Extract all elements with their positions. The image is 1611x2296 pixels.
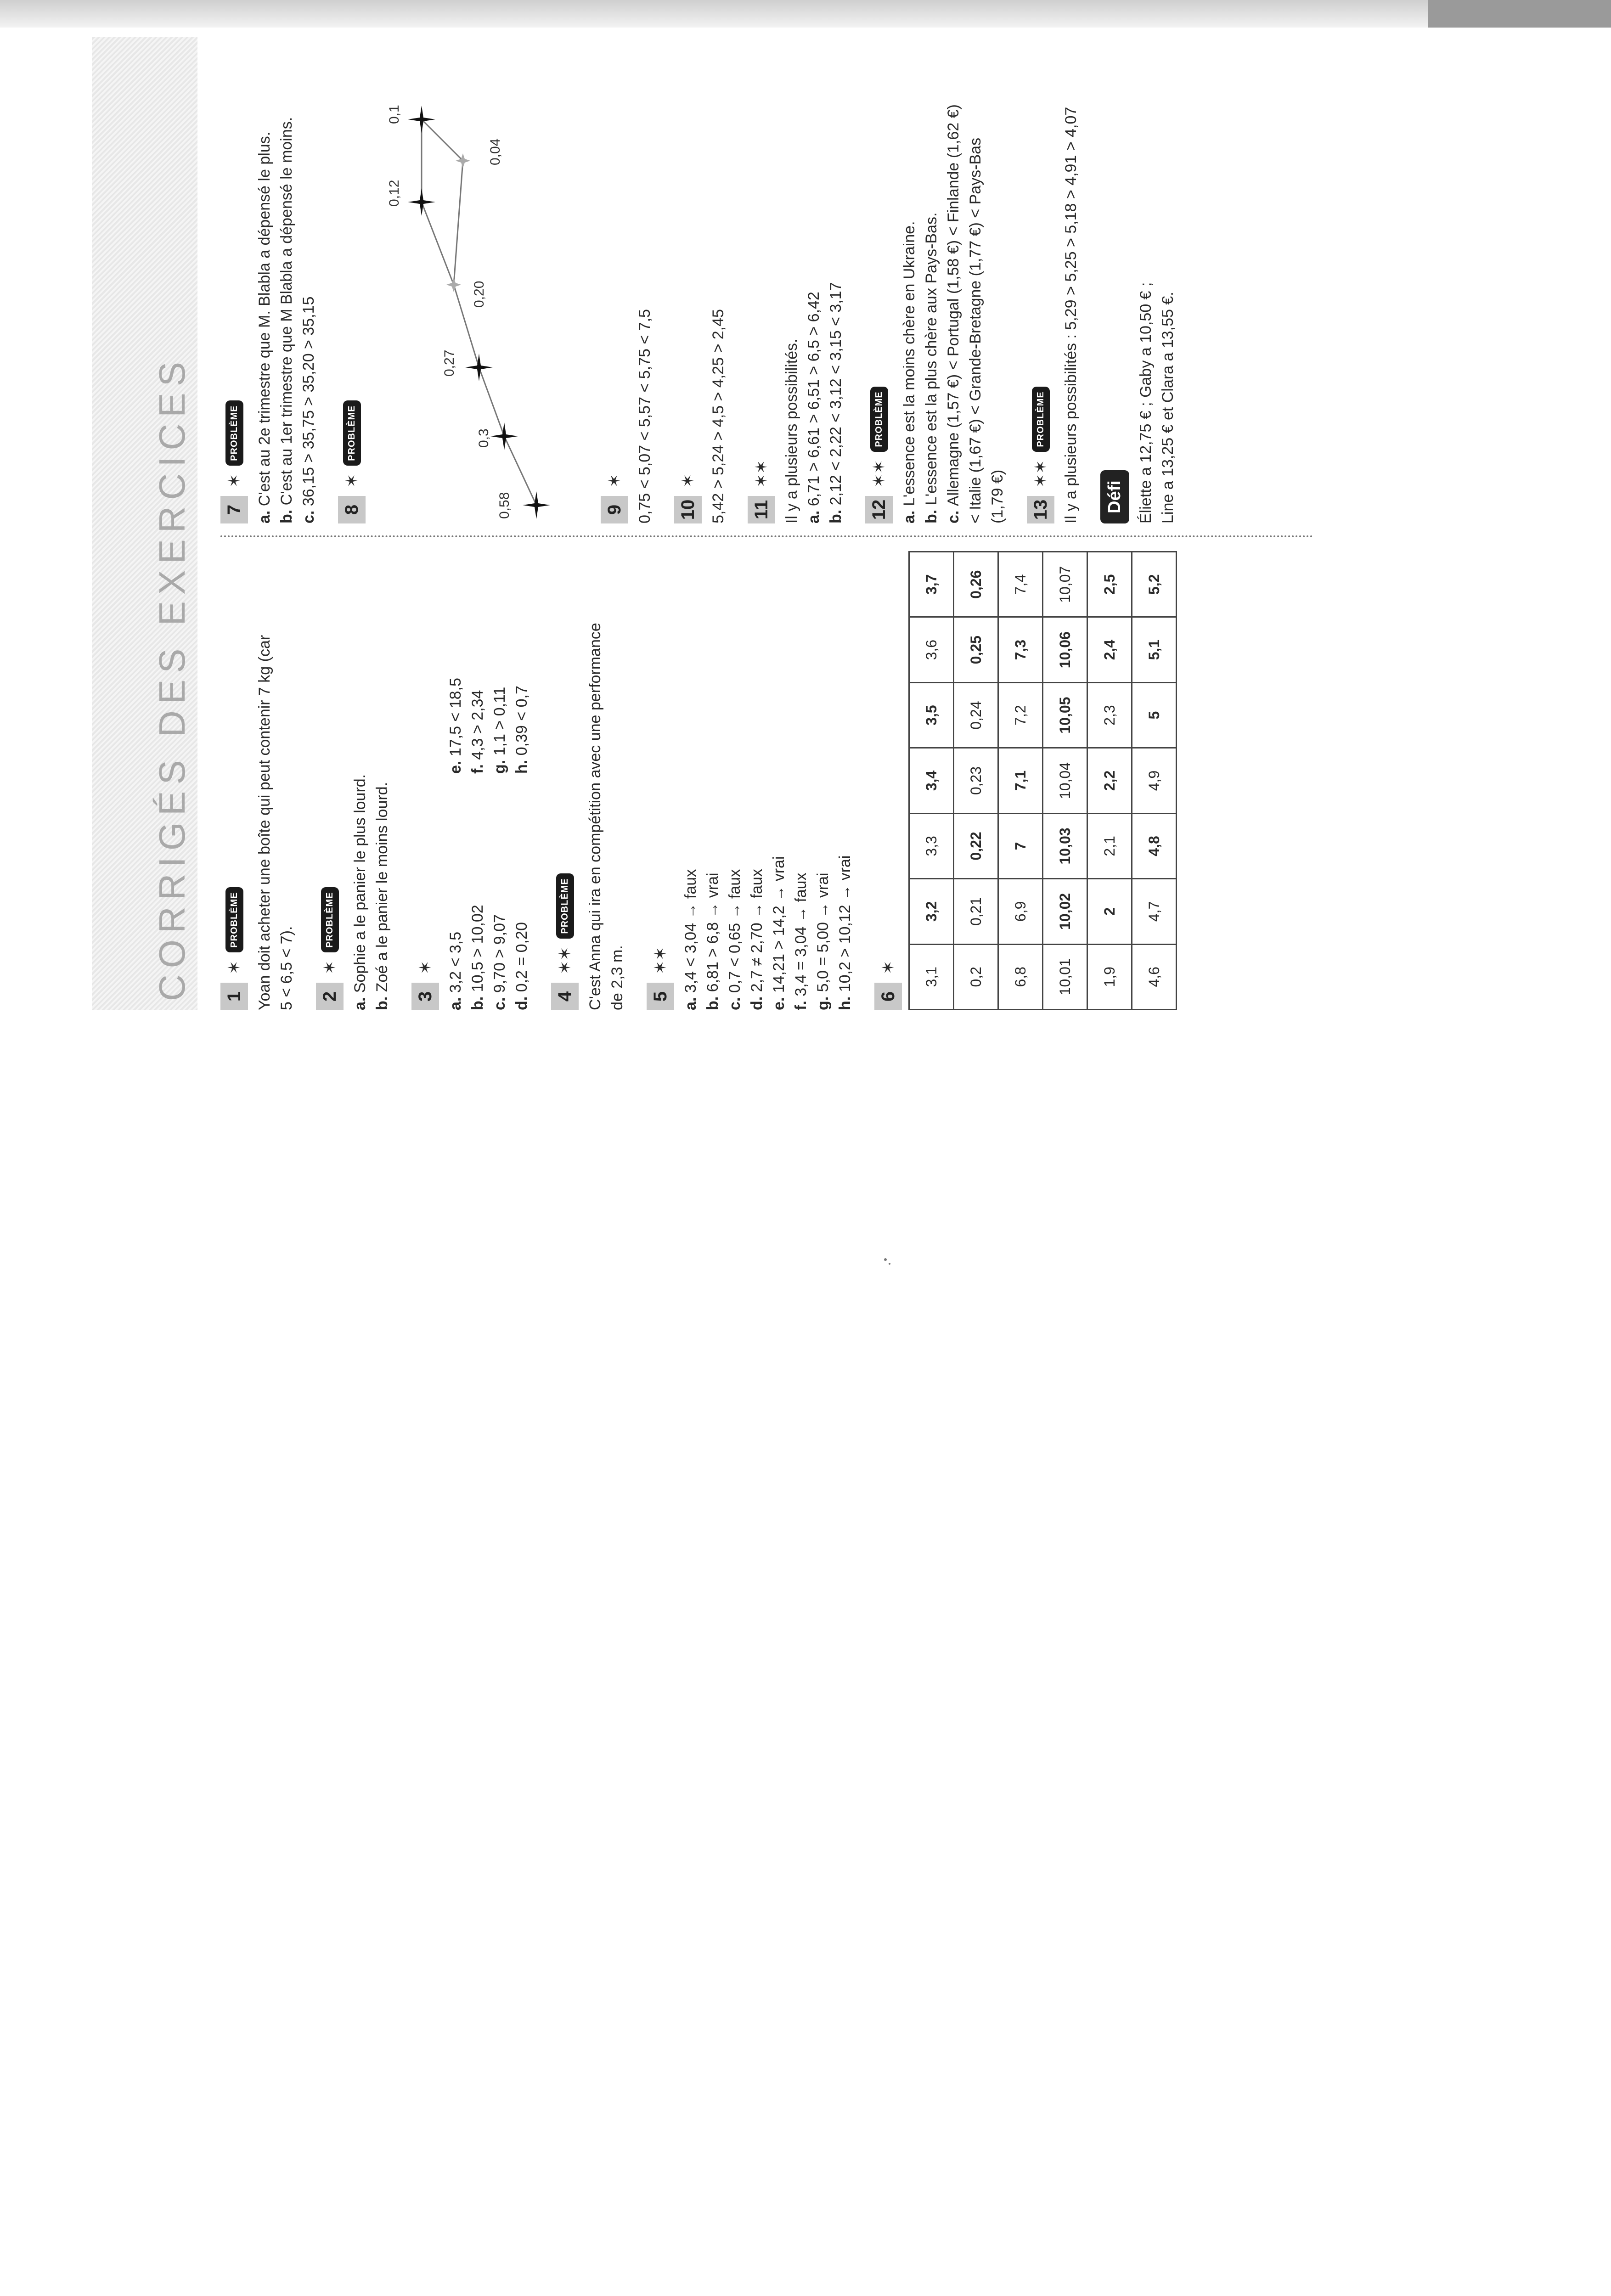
answer-text: 5 < 6,5 < 7).: [278, 926, 295, 1010]
comparison-list: [445, 546, 533, 1010]
difficulty-stars: ✶: [416, 960, 434, 974]
item-letter: g.: [814, 996, 832, 1010]
star-value-label: 0,27: [442, 349, 457, 377]
table-cell: 2: [1087, 879, 1132, 944]
list-item: [445, 783, 467, 1010]
defi-badge: Défi: [1100, 470, 1129, 523]
table-cell: 4,7: [1132, 879, 1177, 944]
answer-a: a. C'est au 2e trimestre que M. Blabla a dépensé le plus.: [256, 131, 273, 523]
answer-text: Line a 13,25 € et Clara a 13,55 €.: [1159, 292, 1177, 523]
exercise-number: 4: [551, 983, 579, 1010]
item-text: 2,7 ≠ 2,70 → faux: [748, 869, 766, 992]
exercise-number: 11: [748, 496, 775, 523]
star-icon: [490, 422, 518, 450]
true-false-list: [680, 546, 856, 1010]
answer-text: < Italie (1,67 €) < Grande-Bretagne (1,77 €) < Pays-Bas: [967, 137, 984, 523]
star-icon: [523, 491, 550, 519]
item-text: 9,70 > 9,07: [491, 914, 508, 993]
item-letter: a.: [447, 997, 464, 1010]
exercise-number: 13: [1027, 496, 1054, 523]
table-row: [1043, 552, 1087, 1010]
item-letter: b.: [704, 996, 721, 1010]
exercise-12: [865, 46, 1008, 523]
problem-tag: PROBLÈME: [343, 400, 361, 465]
difficulty-stars: ✶: [342, 473, 361, 488]
exercise-number: 3: [411, 983, 439, 1010]
answer-text: Éliette a 12,75 € ; Gaby a 10,50 € ;: [1137, 282, 1155, 523]
constellation-link: [422, 119, 463, 161]
scan-dark-corner: [1428, 0, 1611, 28]
item-letter: d.: [748, 996, 766, 1010]
answer-text: 36,15 > 35,75 > 35,20 > 35,15: [300, 296, 317, 506]
star-icon: [465, 354, 493, 381]
list-item: [702, 546, 724, 1010]
table-cell: 3,1: [909, 944, 954, 1009]
answer-c: c. Allemagne (1,57 €) < Portugal (1,58 €) < Finlande (1,62 €): [945, 104, 962, 523]
table-cell: 0,26: [954, 552, 998, 617]
item-text: 10,2 > 10,12 → vrai: [836, 855, 854, 992]
table-cell: 0,24: [954, 682, 998, 748]
exercise-number: 9: [601, 496, 628, 523]
list-item: [812, 546, 834, 1010]
item-letter: b.: [469, 996, 486, 1010]
difficulty-stars: ✶: [225, 960, 243, 974]
star-constellation-diagram: [371, 64, 582, 523]
list-item: [680, 546, 702, 1010]
table-cell: 7,3: [998, 617, 1043, 682]
table-cell: 0,21: [954, 879, 998, 944]
difficulty-stars: ✶✶: [869, 460, 888, 488]
item-letter: a.: [682, 997, 699, 1010]
list-item: [790, 546, 812, 1010]
item-text: 4,3 > 2,34: [469, 690, 486, 760]
difficulty-stars: ✶✶: [651, 946, 670, 974]
table-cell: 10,06: [1043, 617, 1087, 682]
table-cell: 3,3: [909, 813, 954, 878]
scan-speck: [884, 1258, 887, 1261]
table-cell: 0,23: [954, 748, 998, 813]
item-text: 3,4 < 3,04 → faux: [682, 869, 699, 993]
star-value-label: 0,58: [497, 492, 512, 519]
item-letter: h.: [513, 760, 530, 774]
list-item: [489, 783, 511, 1010]
difficulty-stars: ✶✶: [1031, 460, 1050, 488]
answer-text: Il y a plusieurs possibilités : 5,29 > 5,25 > 5,18 > 4,91 > 4,07: [1062, 107, 1080, 523]
table-cell: 2,5: [1087, 552, 1132, 617]
table-cell: 4,9: [1132, 748, 1177, 813]
problem-tag: PROBLÈME: [556, 873, 574, 938]
constellation-link: [422, 202, 454, 285]
problem-tag: PROBLÈME: [1032, 387, 1050, 451]
item-letter: g.: [491, 760, 508, 774]
item-letter: c.: [491, 997, 508, 1010]
exercise-10: [674, 46, 729, 523]
item-text: 0,39 < 0,7: [513, 686, 530, 756]
difficulty-stars: ✶: [678, 473, 697, 488]
table-cell: 0,25: [954, 617, 998, 682]
table-cell: 5: [1132, 682, 1177, 748]
difficulty-stars: ✶: [320, 960, 339, 974]
exercise-number: 7: [220, 496, 248, 523]
table-row: [1132, 552, 1177, 1010]
answer-text: Zoé a le panier le moins lourd.: [373, 782, 391, 992]
table-cell: 10,02: [1043, 879, 1087, 944]
table-cell: 3,4: [909, 748, 954, 813]
table-cell: 3,2: [909, 879, 954, 944]
answer-text: 6,71 > 6,61 > 6,51 > 6,5 > 6,42: [805, 292, 822, 506]
answer-a: a. Sophie a le panier le plus lourd.: [351, 774, 369, 1010]
table-cell: 7,2: [998, 682, 1043, 748]
table-cell: 6,9: [998, 879, 1043, 944]
item-text: 5,0 = 5,00 → vrai: [814, 872, 832, 992]
table-cell: 7,1: [998, 748, 1043, 813]
table-cell: 2,3: [1087, 682, 1132, 748]
answer-sheet: [92, 37, 1332, 1010]
answer-text: 2,12 < 2,22 < 3,12 < 3,15 < 3,17: [827, 282, 845, 506]
table-cell: 7: [998, 813, 1043, 878]
star-value-label: 0,1: [387, 105, 402, 124]
exercise-11: [748, 46, 847, 523]
item-letter: f.: [792, 1001, 810, 1010]
difficulty-stars: ✶: [225, 473, 243, 488]
table-cell: 10,05: [1043, 682, 1087, 748]
difficulty-stars: ✶✶: [752, 460, 771, 488]
star-value-label: 0,20: [472, 281, 487, 308]
item-text: 10,5 > 10,02: [469, 905, 486, 992]
answer-text: C'est Anna qui ira en compétition avec une performance: [586, 623, 604, 1010]
table-row: [998, 552, 1043, 1010]
star-value-label: 0,3: [476, 428, 491, 448]
right-column: [220, 46, 1197, 523]
problem-tag: PROBLÈME: [225, 887, 243, 952]
exercise-number: 8: [338, 496, 366, 523]
table-cell: 2,1: [1087, 813, 1132, 878]
answer-text: L'essence est la moins chère en Ukraine.: [901, 221, 918, 506]
defi-section: [1100, 46, 1179, 523]
table-cell: 3,6: [909, 617, 954, 682]
list-item: [724, 546, 746, 1010]
table-cell: 1,9: [1087, 944, 1132, 1009]
table-cell: 7,4: [998, 552, 1043, 617]
answer-text: Allemagne (1,57 €) < Portugal (1,58 €) < Finlande (1,62 €): [945, 104, 962, 506]
table-cell: 4,6: [1132, 944, 1177, 1009]
star-icon: [408, 188, 435, 216]
answer-text: L'essence est la plus chère aux Pays-Bas.: [923, 212, 940, 506]
item-text: 3,2 < 3,5: [447, 931, 464, 993]
constellation-link: [454, 161, 463, 285]
exercise-13: [1027, 46, 1082, 523]
exercise-6: [874, 546, 1177, 1010]
table-cell: 2,4: [1087, 617, 1132, 682]
list-item: [834, 546, 856, 1010]
table-cell: 5,2: [1132, 552, 1177, 617]
item-text: 17,5 < 18,5: [447, 678, 464, 757]
table-cell: 0,22: [954, 813, 998, 878]
answer-b: b. 2,12 < 2,22 < 3,12 < 3,15 < 3,17: [827, 282, 845, 523]
list-item: [511, 783, 533, 1010]
scan-top-edge: [0, 0, 1611, 28]
exercise-5: [647, 546, 856, 1010]
exercise-4: [551, 546, 628, 1010]
answer-text: Yoan doit acheter une boîte qui peut contenir 7 kg (car: [256, 635, 273, 1010]
list-item: [768, 546, 790, 1010]
answer-b: b. L'essence est la plus chère aux Pays-Bas.: [923, 212, 940, 523]
exercise-number: 1: [220, 983, 248, 1010]
exercise-number: 6: [874, 983, 902, 1010]
table-cell: 10,01: [1043, 944, 1087, 1009]
item-text: 0,2 = 0,20: [513, 922, 530, 992]
answer-c: c. 36,15 > 35,75 > 35,20 > 35,15: [300, 296, 317, 523]
table-cell: 0,2: [954, 944, 998, 1009]
exercise-number: 10: [674, 496, 702, 523]
item-letter: f.: [469, 764, 486, 774]
constellation-link: [479, 367, 504, 436]
answer-text: C'est au 1er trimestre que M Blabla a dépensé le moins.: [278, 117, 295, 506]
table-cell: 10,04: [1043, 748, 1087, 813]
item-letter: e.: [770, 997, 788, 1010]
exercise-number: 12: [865, 496, 893, 523]
answer-a: a. L'essence est la moins chère en Ukraine.: [901, 221, 918, 523]
page-title: CORRIGÉS DES EXERCICES: [152, 355, 192, 1001]
answer-text: (1,79 €): [989, 469, 1006, 523]
exercise-7: [220, 46, 320, 523]
star-value-label: 0,04: [488, 138, 503, 165]
table-cell: 3,5: [909, 682, 954, 748]
answer-text: C'est au 2e trimestre que M. Blabla a dépensé le plus.: [256, 131, 273, 506]
left-column: [220, 546, 1195, 1010]
answer-text: Sophie a le panier le plus lourd.: [351, 774, 369, 993]
star-value-label: 0,12: [387, 180, 402, 207]
exercise-2: [316, 546, 393, 1010]
answer-text: 0,75 < 5,07 < 5,57 < 5,75 < 7,5: [636, 309, 653, 523]
exercise-9: [601, 46, 656, 523]
problem-tag: PROBLÈME: [321, 887, 339, 952]
exercise-3: [411, 546, 533, 1010]
table-row: [954, 552, 998, 1010]
exercise-1: [220, 546, 298, 1010]
list-item: [445, 546, 467, 774]
table-cell: 10,07: [1043, 552, 1087, 617]
table-cell: 10,03: [1043, 813, 1087, 878]
item-letter: c.: [726, 997, 744, 1010]
answer-text: de 2,3 m.: [608, 945, 626, 1010]
answer-text: Il y a plusieurs possibilités.: [783, 338, 800, 523]
list-item: [511, 546, 533, 774]
exercise-8: [338, 46, 582, 523]
difficulty-stars: ✶: [605, 473, 624, 488]
table-cell: 3,7: [909, 552, 954, 617]
table-cell: 4,8: [1132, 813, 1177, 878]
table-row: [1087, 552, 1132, 1010]
item-text: 1,1 > 0,11: [491, 687, 508, 756]
table-cell: 6,8: [998, 944, 1043, 1009]
table-cell: 2,2: [1087, 748, 1132, 813]
item-text: 3,4 = 3,04 → faux: [792, 872, 810, 996]
column-divider: [220, 535, 1313, 537]
list-item: [489, 546, 511, 774]
answer-a: a. 6,71 > 6,61 > 6,51 > 6,5 > 6,42: [805, 292, 822, 523]
list-item: [467, 783, 489, 1010]
item-letter: h.: [836, 996, 854, 1010]
answer-text: 5,42 > 5,24 > 4,5 > 4,25 > 2,45: [710, 309, 727, 523]
item-text: 0,7 < 0,65 → faux: [726, 869, 744, 993]
item-text: 14,21 > 14,2 → vrai: [770, 856, 788, 993]
problem-tag: PROBLÈME: [870, 387, 888, 451]
scan-speck: [889, 1263, 890, 1265]
item-letter: e.: [447, 760, 464, 774]
number-grid: [908, 551, 1177, 1010]
table-cell: 5,1: [1132, 617, 1177, 682]
list-item: [467, 546, 489, 774]
answer-b: b. Zoé a le panier le moins lourd.: [373, 782, 391, 1010]
problem-tag: PROBLÈME: [225, 400, 243, 465]
difficulty-stars: ✶: [879, 960, 897, 974]
star-icon: [446, 277, 461, 292]
exercise-number: 5: [647, 983, 674, 1010]
answer-b: b. C'est au 1er trimestre que M Blabla a dépensé le moins.: [278, 117, 295, 523]
item-text: 6,81 > 6,8 → vrai: [704, 872, 721, 992]
table-row: [909, 552, 954, 1010]
item-letter: d.: [513, 996, 530, 1010]
difficulty-stars: ✶✶: [555, 946, 574, 974]
exercise-number: 2: [316, 983, 344, 1010]
list-item: [746, 546, 768, 1010]
